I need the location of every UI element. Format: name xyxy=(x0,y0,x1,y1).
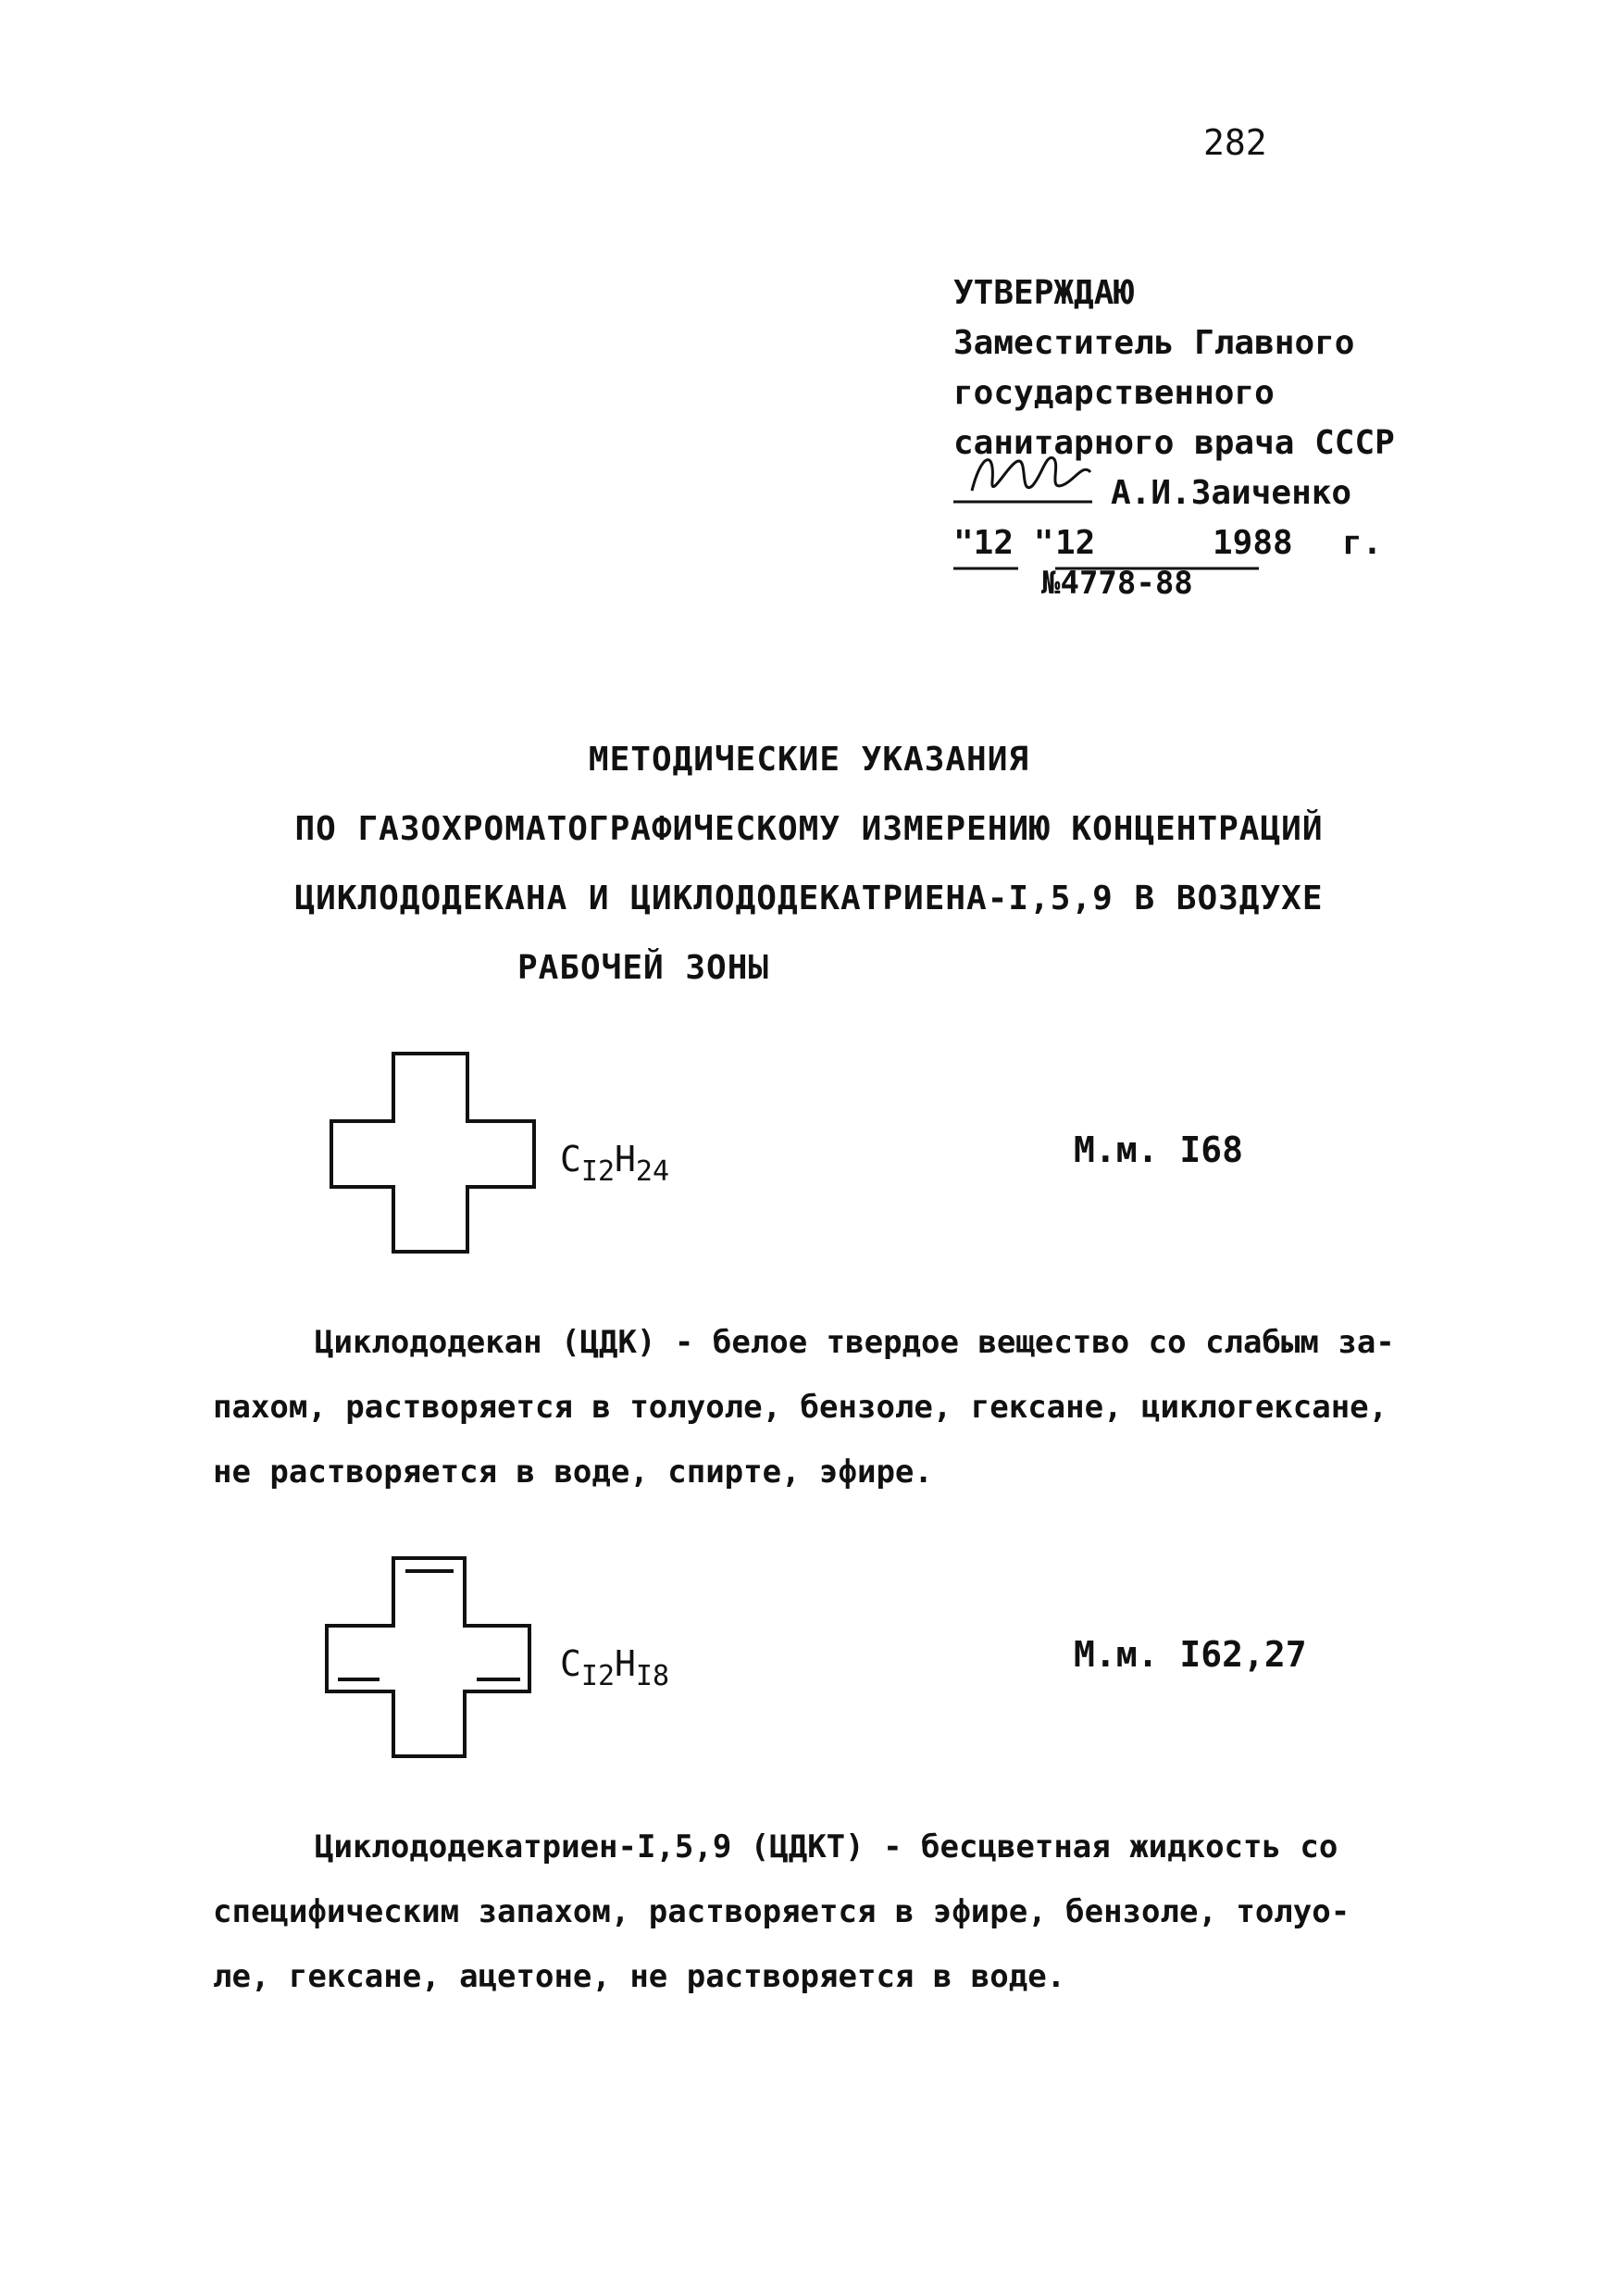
page-number: 282 xyxy=(1203,122,1267,163)
approval-line-2: государственного xyxy=(953,374,1275,412)
compound1-formula: $C_{I2}H_{24}$ xyxy=(560,1139,670,1188)
registration-number: №4778-88 xyxy=(1041,565,1193,602)
approval-line-3: санитарного врача СССР xyxy=(953,424,1395,462)
document-title-line-1: МЕТОДИЧЕСКИЕ УКАЗАНИЯ xyxy=(588,741,1030,779)
date-day: "12 " xyxy=(953,524,1054,562)
cyclododecatriene-structure-icon xyxy=(324,1555,532,1759)
document-title-line-3: ЦИКЛОДОДЕКАНА И ЦИКЛОДОДЕКАТРИЕНА-I,5,9 В ВОЗДУХЕ xyxy=(294,880,1324,917)
compound1-description-line-3: не растворяется в воде, спирте, эфире. xyxy=(213,1454,933,1491)
signature-row xyxy=(953,468,1395,518)
approval-line-1: Заместитель Главного xyxy=(953,324,1355,362)
compound1-description-line-2: пахом, растворяется в толуоле, бензоле, гексане, циклогексане, xyxy=(213,1389,1388,1426)
document-title-line-2: ПО ГАЗОХРОМАТОГРАФИЧЕСКОМУ ИЗМЕРЕНИЮ КОНЦЕНТРАЦИЙ xyxy=(294,810,1324,848)
compound2-molecular-mass: М.м. I62,27 xyxy=(1074,1634,1307,1675)
compound1-description-line-1: Циклододекан (ЦДК) - белое твердое вещество со слабым за- xyxy=(315,1324,1395,1361)
approval-block xyxy=(953,268,1395,568)
signature-scribble xyxy=(944,444,1111,518)
compound2-description-line-2: специфическим запахом, растворяется в эфире, бензоле, толуо- xyxy=(213,1893,1350,1930)
date-suffix: г. xyxy=(1342,524,1383,562)
compound2-description-line-1: Циклододекатриен-I,5,9 (ЦДКТ) - бесцветная жидкость со xyxy=(315,1828,1338,1866)
signatory-name: А.И.Заиченко xyxy=(1111,474,1352,512)
approval-date xyxy=(953,518,1395,568)
cyclododecane-structure-icon xyxy=(329,1051,537,1254)
compound2-description-line-3: ле, гексане, ацетоне, не растворяется в воде. xyxy=(213,1958,1066,1995)
compound2-formula: $C_{I2}H_{I8}$ xyxy=(560,1643,670,1692)
compound1-molecular-mass: М.м. I68 xyxy=(1074,1129,1244,1170)
date-month: 12 xyxy=(1055,524,1096,562)
document-title-line-4: РАБОЧЕЙ ЗОНЫ xyxy=(517,949,770,987)
approval-heading: УТВЕРЖДАЮ xyxy=(953,274,1135,312)
date-year: 1988 xyxy=(1213,524,1293,562)
